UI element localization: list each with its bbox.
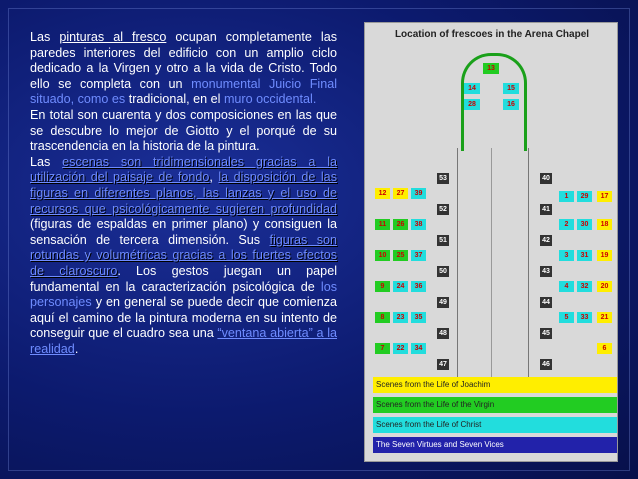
cell-4: 4	[559, 281, 574, 292]
cell-38: 38	[411, 219, 426, 230]
cell-27: 27	[393, 188, 408, 199]
cell-21: 21	[597, 312, 612, 323]
cell-42: 42	[540, 235, 552, 246]
paragraph-3	[30, 155, 337, 358]
text-span: ,	[209, 170, 219, 185]
cell-6: 6	[597, 343, 612, 354]
cell-46: 46	[540, 359, 552, 370]
cell-39: 39	[411, 188, 426, 199]
cell-48: 48	[437, 328, 449, 339]
cell-13: 13	[483, 63, 499, 74]
body-text	[30, 30, 337, 357]
legend-label: The Seven Virtues and Seven Vices	[376, 440, 504, 449]
text-span: (figuras de espaldas en primer plano) y consiguen la sensación de tercera dimensión. Sus	[30, 217, 337, 247]
link-disposicion[interactable]: la disposición de las figuras en diferentes planos	[30, 170, 337, 200]
cell-15: 15	[503, 83, 519, 94]
cell-25: 25	[393, 250, 408, 261]
cell-1: 1	[559, 191, 574, 202]
cell-7: 7	[375, 343, 390, 354]
cell-10: 10	[375, 250, 390, 261]
cell-5: 5	[559, 312, 574, 323]
cell-24: 24	[393, 281, 408, 292]
legend-label: Scenes from the Life of Christ	[376, 420, 482, 429]
diagram-title: Location of frescoes in the Arena Chapel	[394, 29, 590, 40]
cell-26: 26	[393, 219, 408, 230]
text-span: tradicional, en el	[125, 92, 224, 107]
legend-label: Scenes from the Life of the Virgin	[376, 400, 495, 409]
legend-virgin	[373, 397, 617, 413]
cell-17: 17	[597, 191, 612, 202]
text-span: .	[74, 341, 79, 356]
cell-18: 18	[597, 219, 612, 230]
cell-31: 31	[577, 250, 592, 261]
cell-9: 9	[375, 281, 390, 292]
cell-3: 3	[559, 250, 574, 261]
cell-32: 32	[577, 281, 592, 292]
cell-28: 28	[464, 99, 480, 110]
cell-19: 19	[597, 250, 612, 261]
link-recursos[interactable]: , las lanzas y el uso de recursos que psicológicamente sugieren profundidad	[30, 185, 337, 216]
cell-33: 33	[577, 312, 592, 323]
cell-12: 12	[375, 188, 390, 199]
text-span: Las	[30, 154, 63, 169]
cell-11: 11	[375, 219, 390, 230]
cell-36: 36	[411, 281, 426, 292]
legend-label: Scenes from the Life of Joachim	[376, 380, 491, 389]
cell-22: 22	[393, 343, 408, 354]
nave-outline	[457, 148, 529, 378]
cell-50: 50	[437, 266, 449, 277]
cell-47: 47	[437, 359, 449, 370]
cell-14: 14	[464, 83, 480, 94]
cell-8: 8	[375, 312, 390, 323]
cell-44: 44	[540, 297, 552, 308]
cell-2: 2	[559, 219, 574, 230]
link-ventana-abierta[interactable]: “ventana abierta” a la realidad	[30, 326, 337, 356]
cell-53: 53	[437, 173, 449, 184]
muro-occidental-text: muro occidental.	[223, 92, 317, 107]
cell-51: 51	[437, 235, 449, 246]
link-figuras[interactable]: figuras son rotundas y volumétricas gracias a los fuertes efectos de claroscuro	[30, 232, 337, 278]
cell-43: 43	[540, 266, 552, 277]
text-span: . Los gestos juegan un papel fundamental en la caracterización psicológica de	[30, 263, 337, 294]
cell-37: 37	[411, 250, 426, 261]
cell-40: 40	[540, 173, 552, 184]
paragraph-2: En total son cuarenta y dos composiciones en las que se descubre lo mejor de Giotto y el porqué de su trascendencia en la historia de la pintura.	[30, 107, 337, 154]
link-escenas[interactable]: escenas son tridimensionales gracias a la utilización del paisaje de fondo	[30, 154, 337, 185]
cell-23: 23	[393, 312, 408, 323]
cell-30: 30	[577, 219, 592, 230]
cell-35: 35	[411, 312, 426, 323]
cell-49: 49	[437, 297, 449, 308]
legend-christ	[373, 417, 617, 433]
nave-divider	[491, 148, 492, 378]
chapel-diagram	[364, 22, 618, 462]
cell-16: 16	[503, 99, 519, 110]
cell-41: 41	[540, 204, 552, 215]
cell-45: 45	[540, 328, 552, 339]
personajes-text: los personajes	[30, 279, 337, 310]
text-span: Las	[30, 30, 60, 44]
link-pinturas-al-fresco[interactable]: pinturas al fresco	[59, 30, 167, 44]
cell-29: 29	[577, 191, 592, 202]
legend-virtues	[373, 437, 617, 453]
cell-34: 34	[411, 343, 426, 354]
legend-joachim	[373, 377, 617, 393]
paragraph-1	[30, 30, 337, 108]
text-span: y en general se puede decir que comienza aquí el camino de la pintura moderna en su intento de conseguir que el cuadro sea una	[30, 295, 337, 341]
juicio-final-text: monumental Juicio Final situado, como es	[30, 76, 337, 107]
cell-20: 20	[597, 281, 612, 292]
cell-52: 52	[437, 204, 449, 215]
text-span: ocupan completamente las paredes interiores del edificio con un amplio ciclo dedicado a la Virgen y otro a la vida de Cristo. Todo ello se completa con un	[30, 30, 338, 91]
